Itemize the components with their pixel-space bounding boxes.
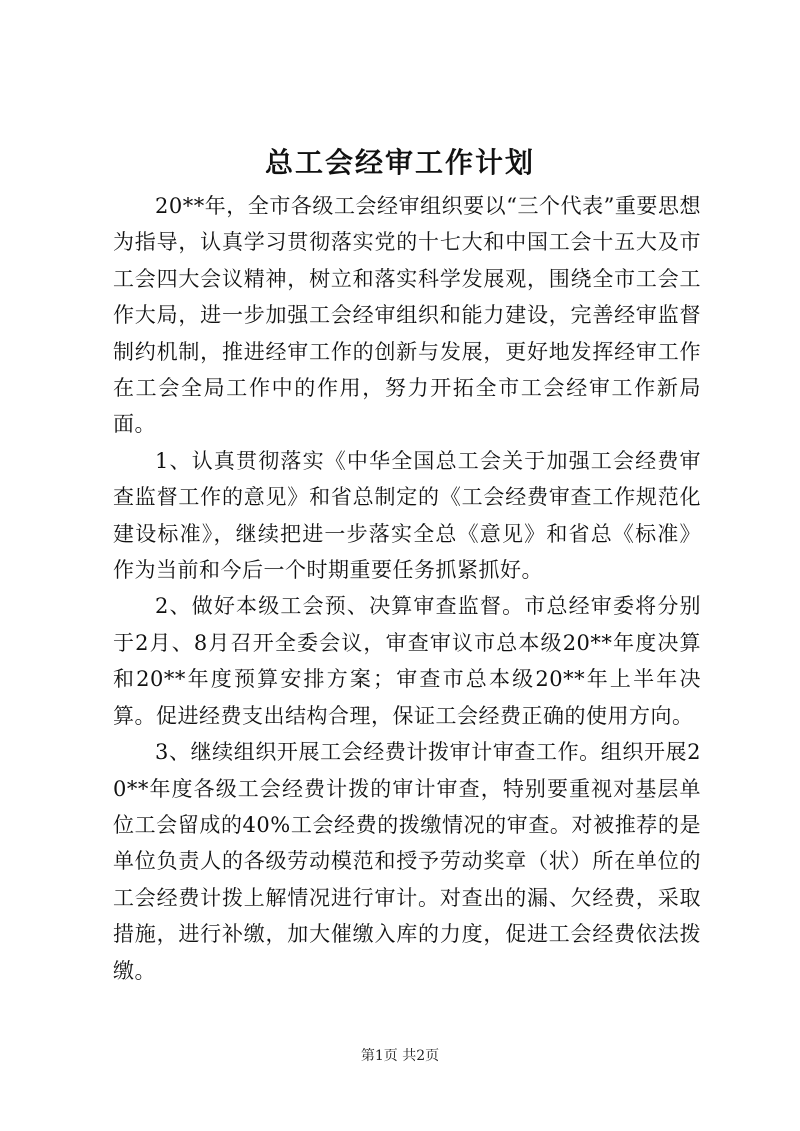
- paragraph-item-2: 2、做好本级工会预、决算审查监督。市总经审委将分别于2月、8月召开全委会议，审查审议市总本级20**年度决算和20**年度预算安排方案；审查市总本级20**年上半年决算。促进经费支出结构合理，保证工会经费正确的使用方向。: [113, 594, 701, 728]
- paragraph-item-1: 1、认真贯彻落实《中华全国总工会关于加强工会经费审查监督工作的意见》和省总制定的《工会经费审查工作规范化建设标准》，继续把进一步落实全总《意见》和省总《标准》作为当前和今后一个时期重要任务抓紧抓好。: [113, 448, 701, 583]
- page-number-footer: 第1页 共2页: [360, 1048, 440, 1064]
- paragraph-item-3: 3、继续组织开展工会经费计拨审计审查工作。组织开展20**年度各级工会经费计拨的审计审查，特别要重视对基层单位工会留成的40%工会经费的拨缴情况的审查。对被推荐的是单位负责人的各级劳动模范和授予劳动奖章（状）所在单位的工会经费计拨上解情况进行审计。对查出的漏、欠经费，采取措施，进行补缴，加大催缴入库的力度，促进工会经费依法拨缴。: [113, 740, 701, 983]
- document-body: [113, 188, 701, 989]
- paragraph-intro: 20**年，全市各级工会经审组织要以“三个代表”重要思想为指导，认真学习贯彻落实党的十七大和中国工会十五大及市工会四大会议精神，树立和落实科学发展观，围绕全市工会工作大局，进一步加强工会经审组织和能力建设，完善经审监督制约机制，推进经审工作的创新与发展，更好地发挥经审工作在工会全局工作中的作用，努力开拓全市工会经审工作新局面。: [113, 194, 701, 437]
- document-title: 总工会经审工作计划: [264, 146, 535, 179]
